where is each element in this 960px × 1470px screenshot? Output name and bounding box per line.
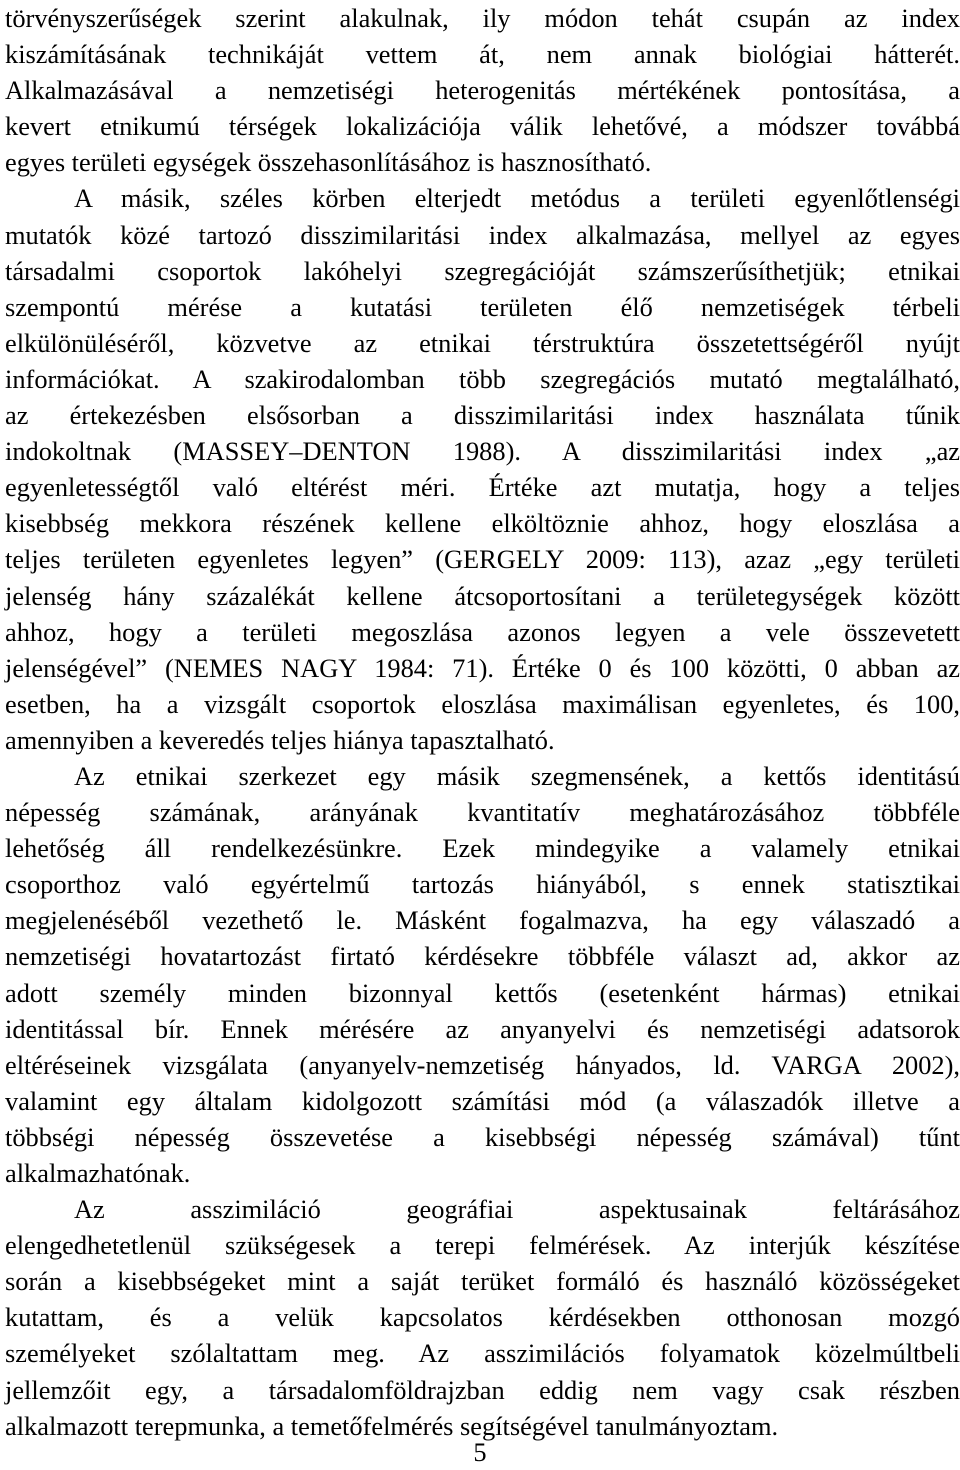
text-line: alkalmazhatónak. xyxy=(5,1158,191,1188)
text-line: személyeket szólaltattam meg. Az asszimilációs folyamatok közelmúltbeli xyxy=(5,1338,960,1369)
text-line: alkalmazott terepmunka, a temetőfelmérés segítségével tanulmányoztam. xyxy=(5,1410,779,1441)
text-line: során a kisebbségeket mint a saját terüket formáló és használó közösségeket xyxy=(5,1266,960,1297)
text-line: Az asszimiláció geográfiai aspektusainak feltárásához xyxy=(74,1194,960,1225)
text-line: adott személy minden bizonnyal kettős (esetenként hármas) etnikai xyxy=(5,977,960,1008)
text-line: jelenség hány százalékát kellene átcsoportosítani a területegységek között xyxy=(5,580,960,611)
text-line: népesség számának, arányának kvantitatív meghatározásához többféle xyxy=(5,797,960,828)
text-line: esetben, ha a vizsgált csoportok eloszlása maximálisan egyenletes, és 100, xyxy=(5,688,960,719)
text-line: az értekezésben elsősorban a disszimilaritási index használata tűnik xyxy=(5,400,960,431)
text-line: teljes területen egyenletes legyen” (GERGELY 2009: 113), azaz „egy területi xyxy=(5,544,960,575)
text-line: többségi népesség összevetése a kisebbségi népesség számával) tűnt xyxy=(5,1121,960,1152)
text-line: egyenletességtől való eltérést méri. Értéke azt mutatja, hogy a teljes xyxy=(5,472,960,503)
text-line: kisebbség mekkora részének kellene elköltöznie ahhoz, hogy eloszlása a xyxy=(5,508,960,539)
page-number: 5 xyxy=(473,1437,487,1467)
text-line: eltéréseinek vizsgálata (anyanyelv-nemzetiség hányados, ld. VARGA 2002), xyxy=(5,1049,960,1080)
document-body xyxy=(5,0,960,1444)
text-line: lehetőség áll rendelkezésünkre. Ezek mindegyike a valamely etnikai xyxy=(5,833,960,864)
text-line: ahhoz, hogy a területi megoszlása azonos legyen a vele összevetett xyxy=(5,616,960,647)
text-line: csoporthoz való egyértelmű tartozás hiányából, s ennek statisztikai xyxy=(5,869,960,900)
text-line: jelenségével” (NEMES NAGY 1984: 71). Értéke 0 és 100 közötti, 0 abban az xyxy=(5,652,960,683)
text-line: egyes területi egységek összehasonlításához is hasznosítható. xyxy=(5,147,652,178)
text-line: indokoltnak (MASSEY–DENTON 1988). A disszimilaritási index „az xyxy=(5,436,960,467)
text-line: mutatók közé tartozó disszimilaritási index alkalmazása, mellyel az egyes xyxy=(5,219,960,250)
text-line: információkat. A szakirodalomban több szegregációs mutató megtalálható, xyxy=(5,363,960,394)
text-line: Az etnikai szerkezet egy másik szegmensének, a kettős identitású xyxy=(74,760,960,791)
text-line: Alkalmazásával a nemzetiségi heterogenitás mértékének pontosítása, a xyxy=(5,75,960,106)
text-line: megjelenéséből vezethető le. Másként fogalmazva, ha egy válaszadó a xyxy=(5,905,960,936)
text-line: amennyiben a keveredés teljes hiánya tapasztalható. xyxy=(5,724,555,755)
text-line: kiszámításának technikáját vettem át, nem annak biológiai hátterét. xyxy=(5,39,960,70)
text-line: valamint egy általam kidolgozott számítási mód (a válaszadók illetve a xyxy=(5,1085,960,1116)
text-line: nemzetiségi hovatartozást firtató kérdésekre többféle választ ad, akkor az xyxy=(5,941,960,972)
text-line: identitással bír. Ennek mérésére az anyanyelvi és nemzetiségi adatsorok xyxy=(5,1013,960,1044)
text-line: kutattam, és a velük kapcsolatos kérdésekben otthonosan mozgó xyxy=(5,1302,960,1333)
text-line: elengedhetetlenül szükségesek a terepi felmérések. Az interjúk készítése xyxy=(5,1230,960,1261)
text-line: társadalmi csoportok lakóhelyi szegregációját számszerűsíthetjük; etnikai xyxy=(5,255,960,286)
text-line: A másik, széles körben elterjedt metódus a területi egyenlőtlenségi xyxy=(74,183,960,214)
text-line: kevert etnikumú térségek lokalizációja válik lehetővé, a módszer továbbá xyxy=(5,111,960,142)
text-line: törvényszerűségek szerint alakulnak, ily módon tehát csupán az index xyxy=(5,3,960,33)
text-line: elkülönüléséről, közvetve az etnikai térstruktúra összetettségéről nyújt xyxy=(5,327,960,358)
text-line: szempontú mérése a kutatási területen élő nemzetiségek térbeli xyxy=(5,291,960,322)
text-line: jellemzőit egy, a társadalomföldrajzban eddig nem vagy csak részben xyxy=(5,1374,960,1405)
